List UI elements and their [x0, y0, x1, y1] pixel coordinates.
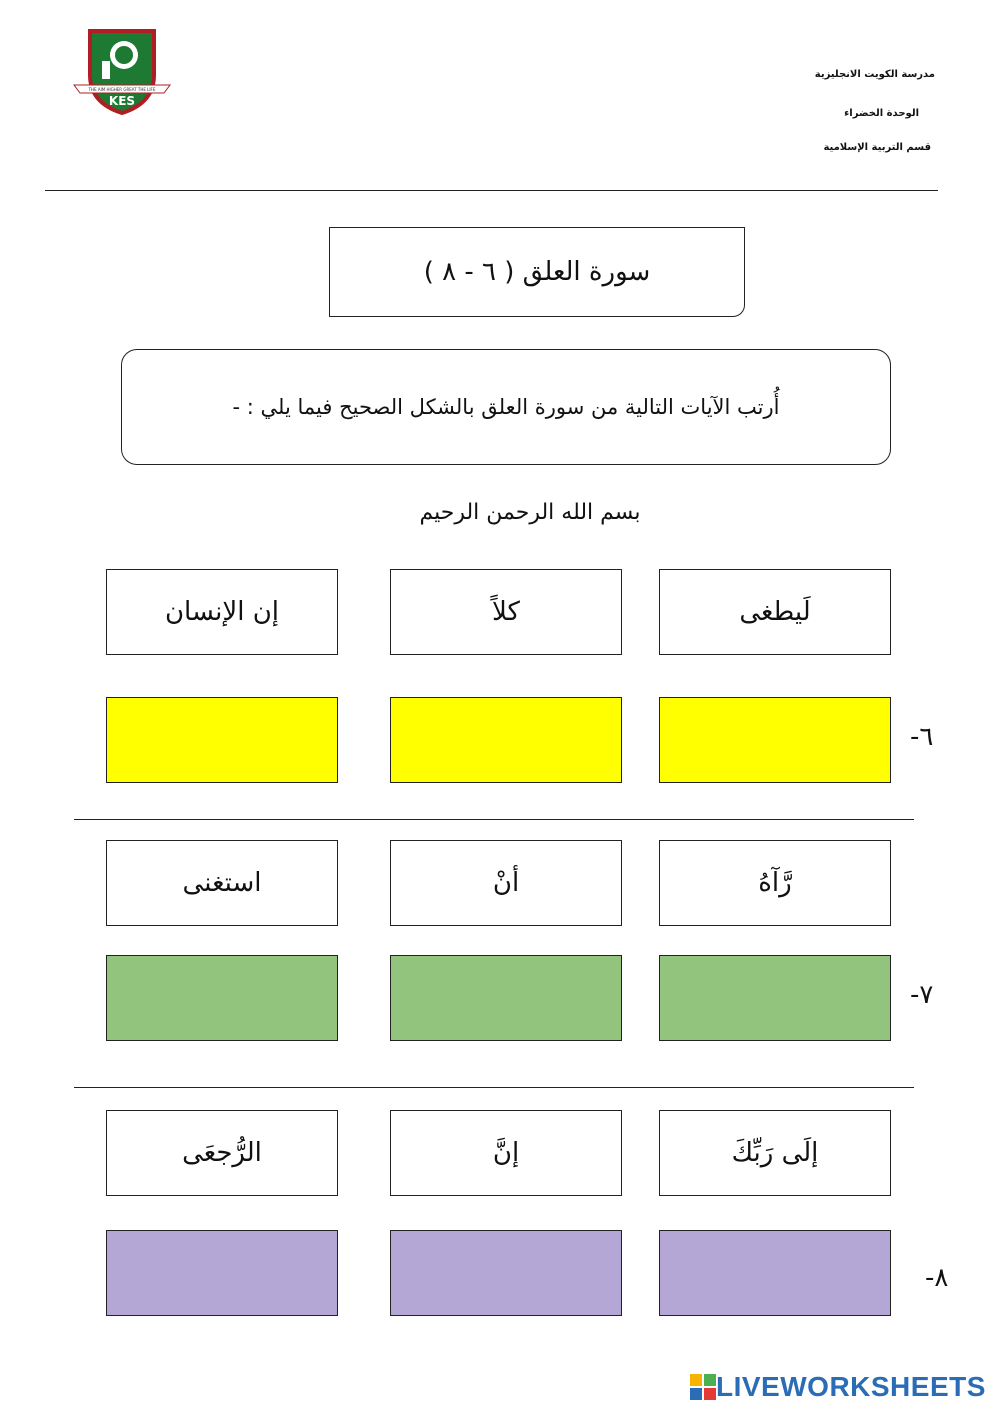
header-divider: [45, 190, 938, 191]
verse-number: ٧-: [910, 980, 934, 1010]
answer-slot[interactable]: [106, 1230, 338, 1316]
word-card[interactable]: لَيطغى: [659, 569, 891, 655]
word-card[interactable]: استغنى: [106, 840, 338, 926]
school-name: مدرسة الكويت الانجليزية: [814, 69, 935, 80]
department-name: قسم التربية الإسلامية: [823, 142, 931, 153]
instruction-text: أُرتب الآيات التالية من سورة العلق بالشكل الصحيح فيما يلي : -: [121, 349, 891, 465]
verse-number: ٦-: [910, 722, 934, 752]
unit-name: الوحدة الخضراء: [844, 108, 919, 119]
answer-slot[interactable]: [659, 697, 891, 783]
word-card[interactable]: الرُّجعَى: [106, 1110, 338, 1196]
word-card[interactable]: أنْ: [390, 840, 622, 926]
liveworksheets-brand: LIVEWORKSHEETS: [716, 1371, 986, 1402]
answer-slot[interactable]: [659, 955, 891, 1041]
school-logo: [72, 25, 172, 117]
answer-slot[interactable]: [390, 955, 622, 1041]
answer-slot[interactable]: [106, 697, 338, 783]
word-card[interactable]: كلاً: [390, 569, 622, 655]
word-card[interactable]: إنَّ: [390, 1110, 622, 1196]
section-divider: [74, 819, 914, 820]
logo-text: KES: [108, 94, 136, 108]
verse-number: ٨-: [925, 1263, 949, 1293]
section-divider: [74, 1087, 914, 1088]
liveworksheets-icon: [690, 1374, 716, 1400]
logo-motto: THE AIM HIGHER GREAT THE LIFE: [88, 87, 156, 92]
answer-slot[interactable]: [106, 955, 338, 1041]
basmala: بسم الله الرحمن الرحيم: [419, 500, 641, 525]
answer-slot[interactable]: [390, 697, 622, 783]
word-card[interactable]: إلَى رَبِّكَ: [659, 1110, 891, 1196]
word-card[interactable]: إن الإنسان: [106, 569, 338, 655]
answer-slot[interactable]: [659, 1230, 891, 1316]
word-card[interactable]: رَّآهُ: [659, 840, 891, 926]
answer-slot[interactable]: [390, 1230, 622, 1316]
liveworksheets-logo: [690, 1372, 986, 1402]
page-title: سورة العلق ( ٦ - ٨ ): [329, 227, 745, 317]
